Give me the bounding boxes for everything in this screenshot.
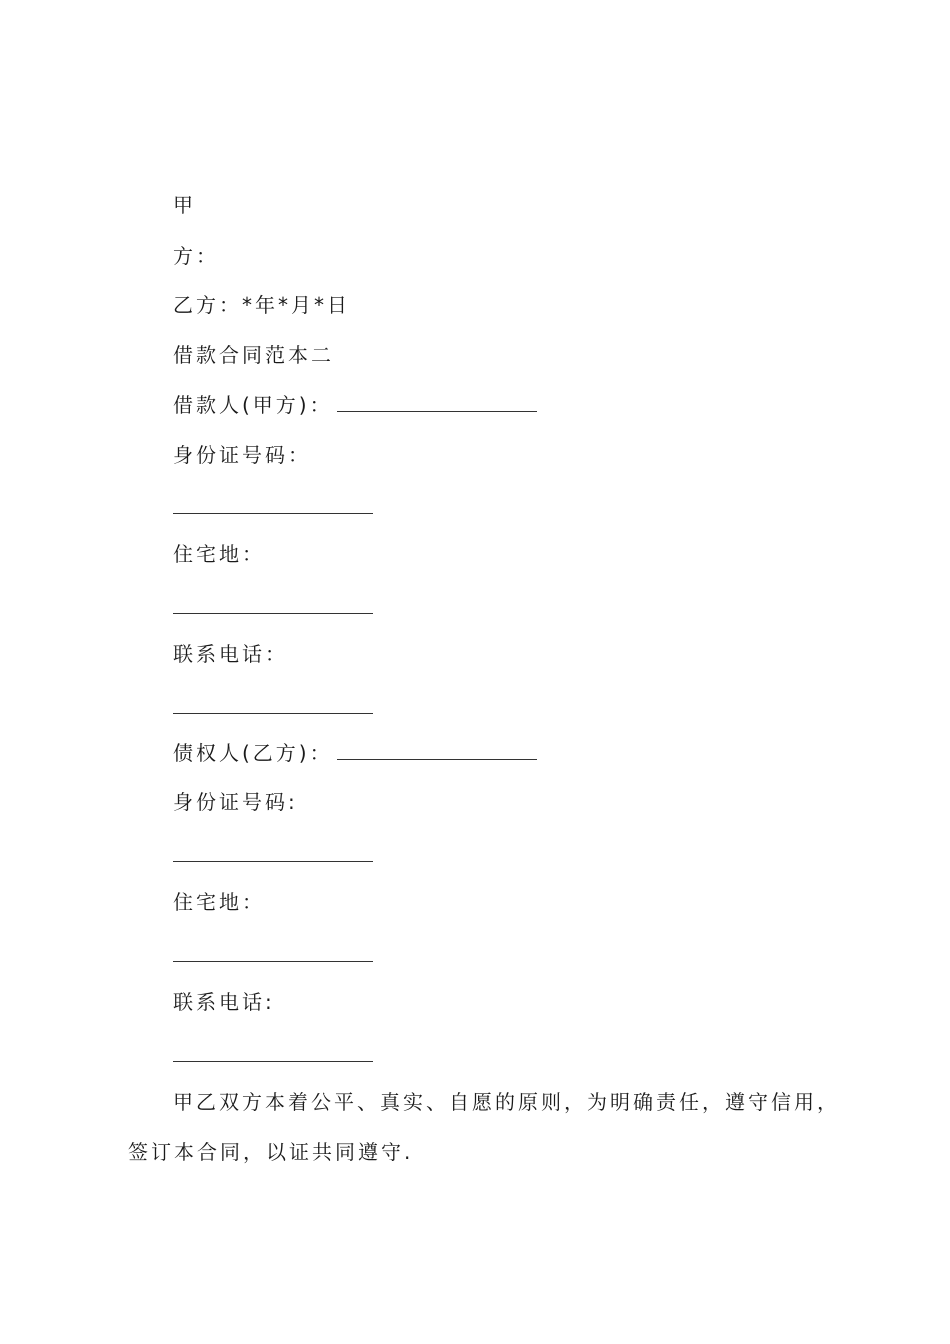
party-b-date-line: 乙方：*年*月*日	[173, 293, 350, 317]
creditor-blank[interactable]	[337, 741, 537, 760]
creditor-label: 债权人(乙方)：	[173, 741, 333, 765]
creditor-line	[173, 741, 537, 765]
borrower-address-label: 住宅地：	[173, 542, 265, 566]
borrower-id-blank[interactable]	[173, 513, 373, 514]
text-jia: 甲	[173, 193, 196, 217]
creditor-address-label: 住宅地：	[173, 890, 265, 914]
agreement-paragraph-line-1: 甲乙双方本着公平、真实、自愿的原则，为明确责任，遵守信用，	[173, 1090, 840, 1114]
contract-title: 借款合同范本二	[173, 343, 334, 367]
agreement-paragraph-line-2: 签订本合同，以证共同遵守.	[128, 1140, 414, 1164]
creditor-phone-blank[interactable]	[173, 1061, 373, 1062]
creditor-id-blank[interactable]	[173, 861, 373, 862]
creditor-phone-label: 联系电话:	[173, 990, 275, 1014]
text-fang: 方：	[173, 244, 219, 268]
borrower-line	[173, 393, 537, 417]
borrower-address-blank[interactable]	[173, 613, 373, 614]
borrower-phone-label: 联系电话：	[173, 642, 288, 666]
borrower-phone-blank[interactable]	[173, 713, 373, 714]
borrower-blank[interactable]	[337, 393, 537, 412]
creditor-id-label: 身份证号码:	[173, 790, 298, 814]
borrower-id-label: 身份证号码：	[173, 443, 311, 467]
borrower-label: 借款人(甲方)：	[173, 393, 333, 417]
creditor-address-blank[interactable]	[173, 961, 373, 962]
